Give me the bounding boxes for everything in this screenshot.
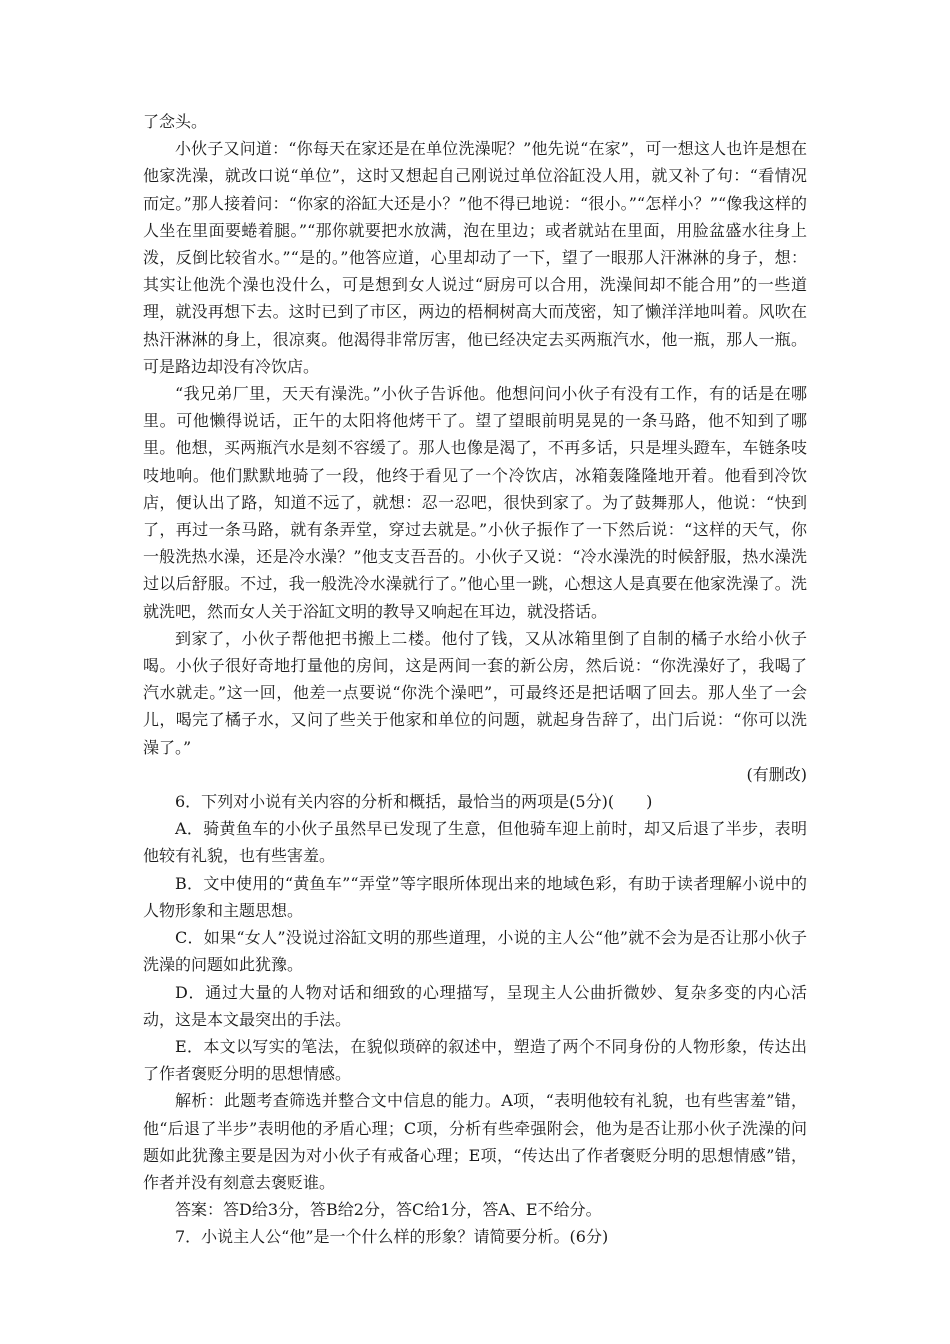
document-body [143, 108, 807, 1251]
option-e: E．本文以写实的笔法，在貌似琐碎的叙述中，塑造了两个不同身份的人物形象，传达出了作者褒贬分明的思想情感。 [143, 1036, 807, 1084]
paragraph-dialogue-bath: 小伙子又问道：“你每天在家还是在单位洗澡呢？”他先说“在家”，可一想这人也许是想在他家洗澡，就改口说“单位”，这时又想起自己刚说过单位浴缸没人用，就又补了句：“看情况而定。”那人接着问：“你家的浴缸大还是小？”他不得已地说：“很小。”“怎样小？”“像我这样的人坐在里面要蜷着腿。”“那你就要把水放满，泡在里边；或者就站在里面，用脸盆盛水往身上泼，反倒比较省水。”“是的。”他答应道，心里却动了一下，望了一眼那人汗淋淋的身子，想：其实让他洗个澡也没什么，可是想到女人说过“厨房可以合用，洗澡间却不能合用”的一些道理，就没再想下去。这时已到了市区，两边的梧桐树高大而茂密，知了懒洋洋地叫着。风吹在热汗淋淋的身上，很凉爽。他渴得非常厉害，他已经决定去买两瓶汽水，他一瓶，那人一瓶。可是路边却没有冷饮店。 [143, 139, 807, 376]
paragraph-arrive-home: 到家了，小伙子帮他把书搬上二楼。他付了钱，又从冰箱里倒了自制的橘子水给小伙子喝。小伙子很好奇地打量他的房间，这是两间一套的新公房，然后说：“你洗澡好了，我喝了汽水就走。”这一回，他差一点要说“你洗个澡吧”，可最终还是把话咽了回去。那人坐了一会儿，喝完了橘子水，又问了些关于他家和单位的问题，就起身告辞了，出门后说：“你可以洗澡了。” [143, 628, 807, 757]
analysis: 解析：此题考查筛选并整合文中信息的能力。A项，“表明他较有礼貌，也有些害羞”错，他“后退了半步”表明他的矛盾心理；C项，分析有些牵强附会，他为是否让那小伙子洗澡的问题如此犹豫主要是因为对小伙子有戒备心理；E项，“传达出了作者褒贬分明的思想情感”错，作者并没有刻意去褒贬谁。 [143, 1091, 807, 1192]
option-a: A．骑黄鱼车的小伙子虽然早已发现了生意，但他骑车迎上前时，却又后退了半步，表明他较有礼貌，也有些害羞。 [143, 819, 807, 866]
paragraph-continuation: 了念头。 [143, 112, 208, 131]
abridged-note: (有删改) [746, 764, 807, 784]
option-d: D．通过大量的人物对话和细致的心理描写，呈现主人公曲折微妙、复杂多变的内心活动，这是本文最突出的手法。 [143, 982, 807, 1029]
question-7: 7．小说主人公“他”是一个什么样的形象？请简要分析。(6分) [175, 1227, 609, 1247]
question-6: 6．下列对小说有关内容的分析和概括，最恰当的两项是(5分)( ) [175, 792, 653, 812]
answer: 答案：答D给3分，答B给2分，答C给1分，答A、E不给分。 [175, 1200, 602, 1220]
paragraph-brother-factory: “我兄弟厂里，天天有澡洗。”小伙子告诉他。他想问问小伙子有没有工作，有的话是在哪里。可他懒得说话，正午的太阳将他烤干了。望了望眼前明晃晃的一条马路，他不知到了哪里。他想，买两瓶汽水是刻不容缓了。那人也像是渴了，不再多话，只是埋头蹬车，车链条吱吱地响。他们默默地骑了一段，他终于看见了一个冷饮店，冰箱轰隆隆地开着。他看到冷饮店，便认出了路，知道不远了，就想：忍一忍吧，很快到家了。为了鼓舞那人，他说：“快到了，再过一条马路，就有条弄堂，穿过去就是。”小伙子振作了一下然后说：“这样的天气，你一般洗热水澡，还是冷水澡？”他支支吾吾的。小伙子又说：“冷水澡洗的时候舒服，热水澡洗过以后舒服。不过，我一般洗冷水澡就行了。”他心里一跳，心想这人是真要在他家洗澡了。洗就洗吧，然而女人关于浴缸文明的教导又响起在耳边，就没搭话。 [143, 384, 807, 621]
option-b: B．文中使用的“黄鱼车”“弄堂”等字眼所体现出来的地域色彩，有助于读者理解小说中的人物形象和主题思想。 [143, 873, 807, 920]
option-c: C．如果“女人”没说过浴缸文明的那些道理，小说的主人公“他”就不会为是否让那小伙子洗澡的问题如此犹豫。 [143, 928, 807, 975]
